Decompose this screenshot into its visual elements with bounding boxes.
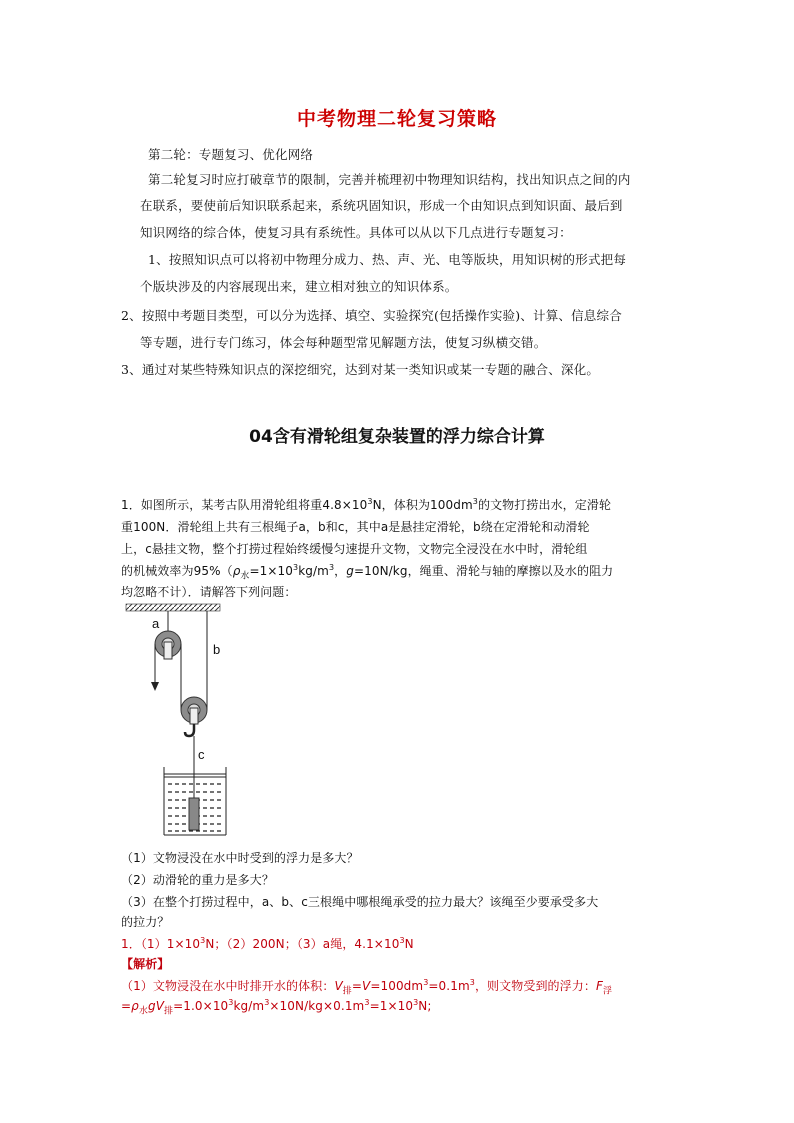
strategy-item-3: 3、通过对某些特殊知识点的深挖细究，达到对某一类知识或某一专题的融合、深化。 bbox=[121, 362, 600, 377]
problem-line: 1．如图所示，某考古队用滑轮组将重$4.8\times 10^3N$，体积为$100dm^3$的文物打捞出水，定滑轮 bbox=[121, 497, 612, 512]
artifact bbox=[189, 798, 199, 830]
section-title: 04含有滑轮组复杂装置的浮力综合计算 bbox=[249, 427, 545, 447]
strategy-paragraph-line: 知识网络的综合体，使复习具有系统性。具体可以从以下几点进行专题复习： bbox=[140, 225, 572, 240]
problem-line: 均忽略不计）．请解答下列问题： bbox=[121, 585, 297, 599]
page-title: 中考物理二轮复习策略 bbox=[296, 108, 497, 130]
explanation-line: （1）文物浸没在水中时排开水的体积：$V_排=V=100dm^3=0.1m^3$，则文物受到的浮力：$F_浮$ bbox=[121, 978, 613, 997]
strategy-item-2-cont: 等专题，进行专门练习，体会每种题型常见解题方法，使复习纵横交错。 bbox=[140, 335, 547, 350]
strategy-subtitle: 第二轮：专题复习、优化网络 bbox=[148, 147, 314, 162]
question-3: （3）在整个打捞过程中，a、b、c三根绳中哪根绳承受的拉力最大？该绳至少要承受多大 bbox=[121, 895, 599, 909]
pulley-diagram bbox=[124, 602, 236, 842]
label-b: b bbox=[213, 642, 221, 657]
question-2: （2）动滑轮的重力是多大？ bbox=[121, 873, 274, 887]
problem-line: 的机械效率为$95\%(\rho_水=1\times 10^3kg/m^3$，g=10N/kg，绳重、滑轮与轴的摩擦以及水的阻力 bbox=[121, 563, 614, 582]
label-a: a bbox=[152, 616, 160, 631]
question-3-cont: 的拉力？ bbox=[121, 915, 170, 929]
problem-line: 重100N．滑轮组上共有三根绳子a，b和c，其中a是悬挂定滑轮，b绕在定滑轮和动滑轮 bbox=[121, 520, 590, 534]
moving-pulley bbox=[181, 697, 207, 736]
problem-line: 上，c悬挂文物，整个打捞过程始终缓慢匀速提升文物，文物完全浸没在水中时，滑轮组 bbox=[121, 542, 588, 556]
pull-arrow bbox=[151, 682, 159, 691]
strategy-item-1: 1、按照知识点可以将初中物理分成力、热、声、光、电等版块，用知识树的形式把每 bbox=[148, 252, 627, 267]
label-c: c bbox=[198, 747, 205, 762]
question-1: （1）文物浸没在水中时受到的浮力是多大？ bbox=[121, 851, 359, 865]
answer-line: 1．$(1)1\times 10^3N$；（2）200N；（3）a绳，$4.1\times 10^3N$ bbox=[121, 936, 414, 951]
strategy-item-1-cont: 个版块涉及的内容展现出来，建立相对独立的知识体系。 bbox=[140, 279, 458, 294]
fixed-pulley bbox=[155, 631, 181, 659]
explanation-line: $=\rho_水gV_排=1.0\times 10^3kg/m^3\times 10N/kg\times 0.1m^3=1\times 10^3N$; bbox=[121, 998, 432, 1017]
strategy-paragraph-line: 在联系，要使前后知识联系起来，系统巩固知识，形成一个由知识点到知识面、最后到 bbox=[140, 198, 623, 213]
ceiling bbox=[126, 604, 220, 611]
analysis-label: 【解析】 bbox=[121, 957, 170, 971]
strategy-paragraph-line: 第二轮复习时应打破章节的限制，完善并梳理初中物理知识结构，找出知识点之间的内 bbox=[148, 172, 631, 187]
strategy-item-2: 2、按照中考题目类型，可以分为选择、填空、实验探究(包括操作实验)、计算、信息综合 bbox=[121, 308, 622, 323]
